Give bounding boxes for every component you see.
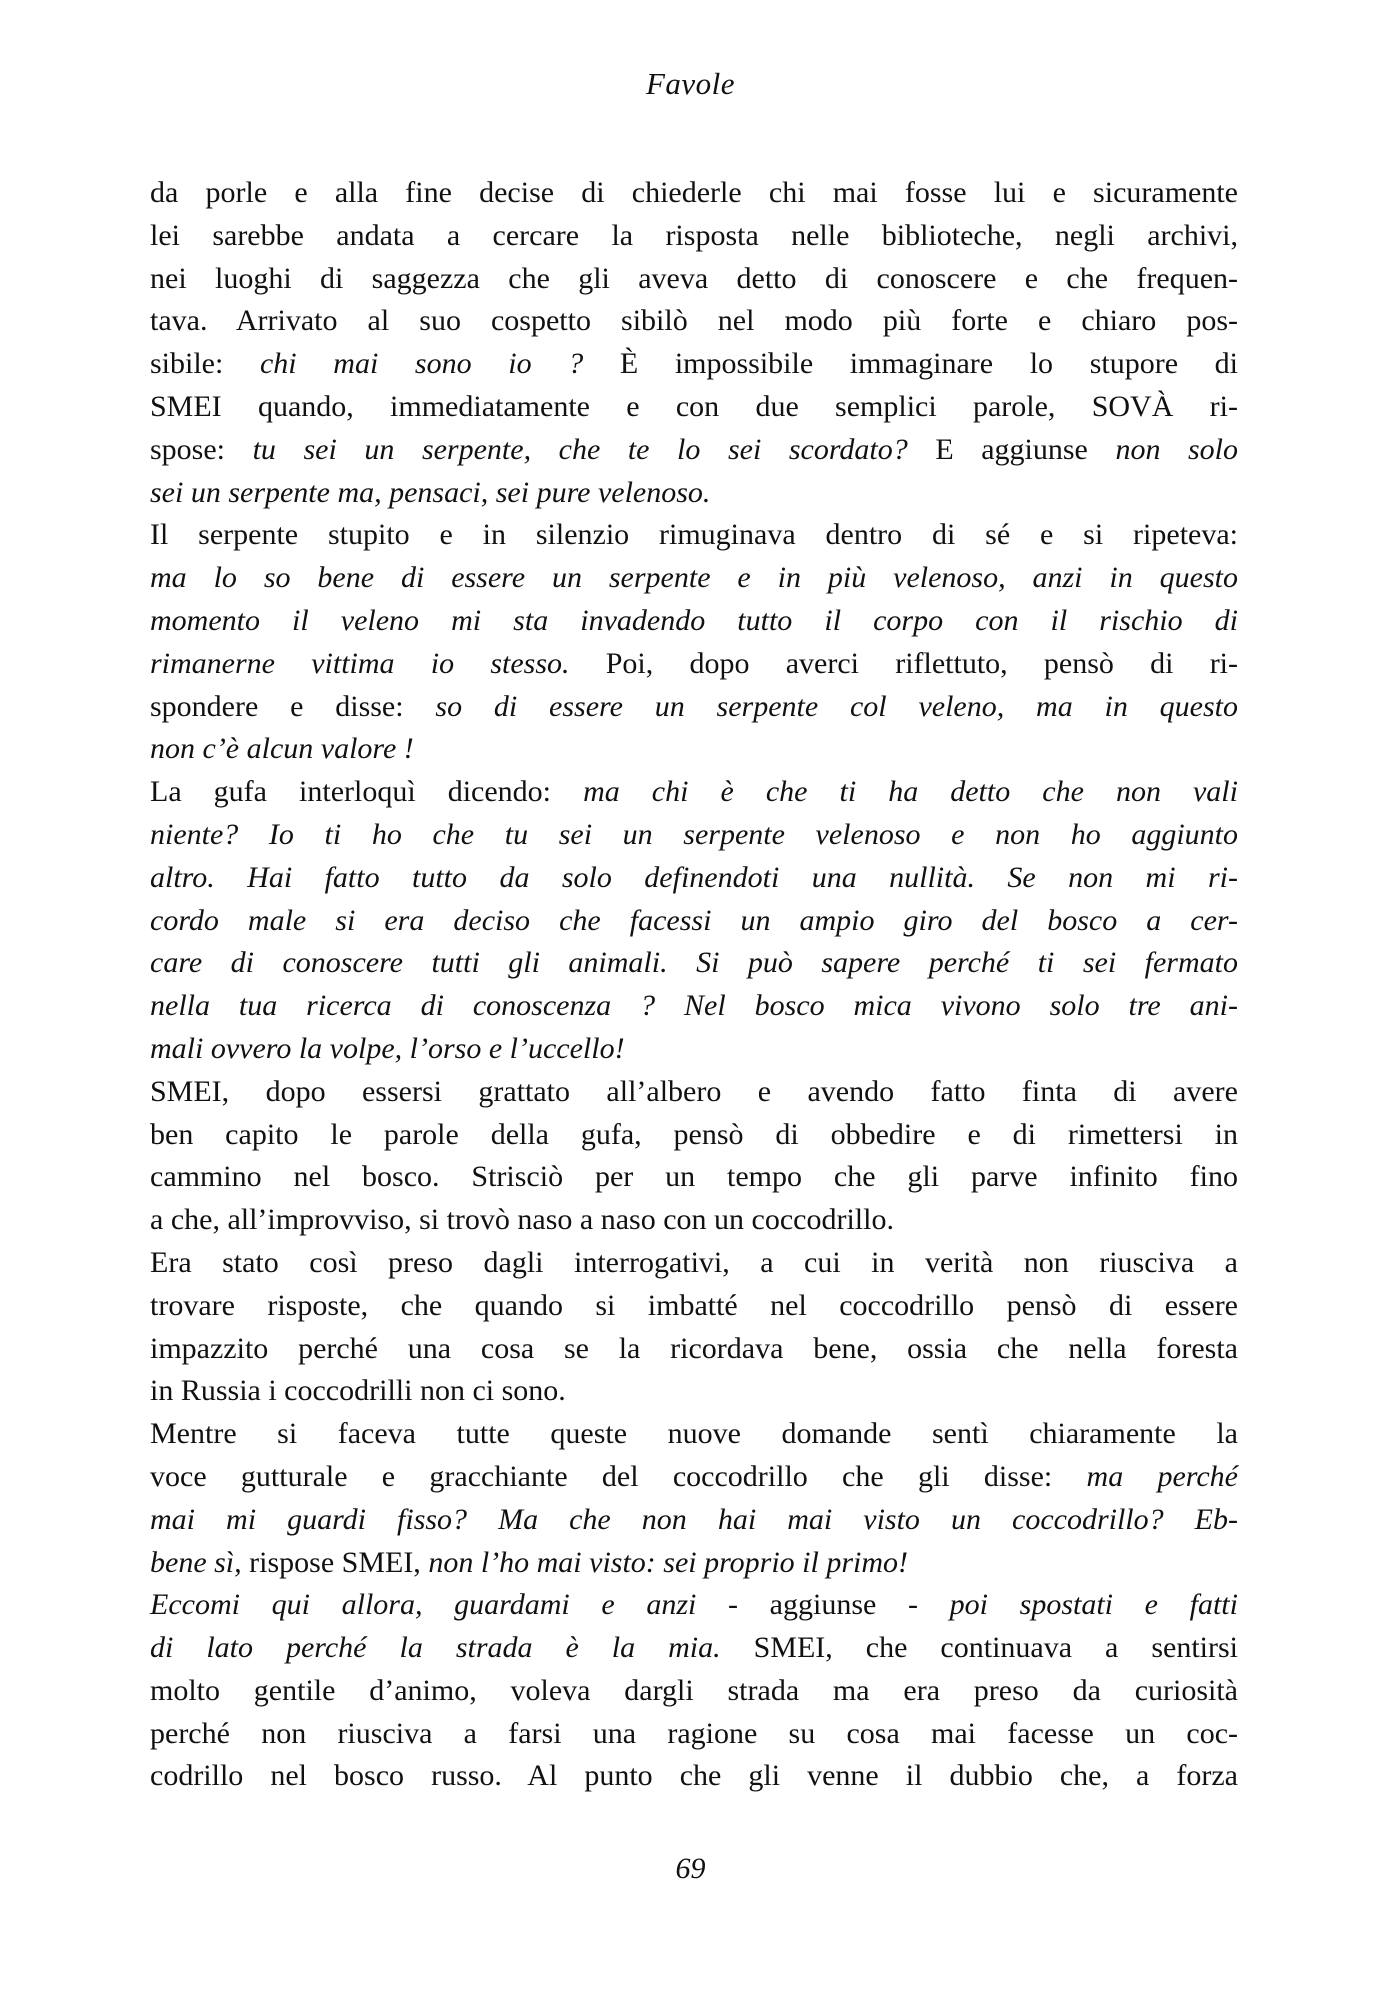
- text-line: [150, 1670, 1238, 1713]
- text-run: tava. Arrivato al suo cospetto sibilò nel modo più forte e chiaro pos-: [150, 304, 1238, 338]
- text-line: [150, 1156, 1238, 1199]
- text-line: [150, 1456, 1238, 1499]
- text-line: [150, 900, 1238, 943]
- text-run: ma perché: [1086, 1459, 1238, 1493]
- text-line: [150, 728, 1238, 771]
- text-run: a che, all’improvviso, si trovò naso a naso con un coccodrillo.: [150, 1203, 894, 1237]
- text-run: È impossibile immaginare lo stupore di: [619, 347, 1238, 381]
- text-run: spondere e disse:: [150, 689, 436, 723]
- text-run: bene sì,: [150, 1545, 250, 1579]
- text-run: non c’è alcun valore !: [150, 732, 414, 766]
- text-line: [150, 429, 1238, 472]
- text-run: so di essere un serpente col veleno, ma in questo: [435, 689, 1238, 723]
- text-line: [150, 1713, 1238, 1756]
- text-line: [150, 1242, 1238, 1285]
- text-run: sei un serpente ma, pensaci, sei pure velenoso.: [150, 475, 711, 509]
- text-run: lei sarebbe andata a cercare la risposta nelle biblioteche, negli archivi,: [150, 218, 1238, 252]
- text-run: sibile:: [150, 347, 260, 381]
- text-run: non solo: [1115, 432, 1239, 466]
- text-run: Poi, dopo averci riflettuto, pensò di ri-: [605, 646, 1239, 680]
- text-run: altro. Hai fatto tutto da solo definendoti una nullità. Se non mi ri-: [150, 860, 1238, 894]
- text-run: impazzito perché una cosa se la ricordava bene, ossia che nella foresta: [150, 1331, 1238, 1365]
- text-run: nei luoghi di saggezza che gli aveva detto di conoscere e che frequen-: [150, 261, 1238, 295]
- text-line: [150, 1370, 1238, 1413]
- text-line: [150, 771, 1238, 814]
- text-run: non l’ho mai visto: sei proprio il primo!: [428, 1545, 909, 1579]
- text-run: SMEI quando, immediatamente e con due semplici parole, SOVÀ ri-: [150, 389, 1238, 423]
- text-run: rimanerne vittima io stesso.: [150, 646, 606, 680]
- text-run: - aggiunse -: [728, 1588, 950, 1622]
- text-run: chi mai sono io ?: [259, 347, 620, 381]
- text-line: [150, 1413, 1238, 1456]
- text-run: in Russia i coccodrilli non ci sono.: [150, 1374, 566, 1408]
- text-line: [150, 472, 1238, 515]
- running-header: Favole: [645, 66, 736, 101]
- text-run: perché non riusciva a farsi una ragione su cosa mai facesse un coc-: [150, 1716, 1238, 1750]
- page-number: 69: [675, 1852, 706, 1885]
- text-run: trovare risposte, che quando si imbatté nel coccodrillo pensò di essere: [150, 1288, 1238, 1322]
- text-line: [150, 857, 1238, 900]
- text-run: SMEI, dopo essersi grattato all’albero e avendo fatto finta di avere: [150, 1074, 1238, 1108]
- text-line: [150, 942, 1238, 985]
- text-run: E aggiunse: [935, 432, 1116, 466]
- text-run: momento il veleno mi sta invadendo tutto il corpo con il rischio di: [150, 603, 1238, 637]
- text-run: Mentre si faceva tutte queste nuove domande sentì chiaramente la: [150, 1417, 1238, 1451]
- text-line: [150, 1584, 1238, 1627]
- text-run: spose:: [150, 432, 253, 466]
- text-line: [150, 643, 1238, 686]
- text-line: [150, 215, 1238, 258]
- text-line: [150, 1499, 1238, 1542]
- text-line: [150, 1755, 1238, 1798]
- text-run: niente? Io ti ho che tu sei un serpente velenoso e non ho aggiunto: [150, 817, 1238, 851]
- text-run: di lato perché la strada è la mia.: [150, 1631, 754, 1665]
- text-run: codrillo nel bosco russo. Al punto che gli venne il dubbio che, a forza: [150, 1759, 1238, 1793]
- text-run: Eccomi qui allora, guardami e anzi: [150, 1588, 729, 1622]
- text-run: SMEI, che continuava a sentirsi: [753, 1631, 1238, 1665]
- text-run: cordo male si era deciso che facessi un ampio giro del bosco a cer-: [150, 903, 1238, 937]
- text-run: nella tua ricerca di conoscenza ? Nel bosco mica vivono solo tre ani-: [150, 989, 1238, 1023]
- text-run: ma chi è che ti ha detto che non vali: [583, 775, 1238, 809]
- page-body: [150, 172, 1238, 1798]
- text-run: mali ovvero la volpe, l’orso e l’uccello!: [150, 1031, 625, 1065]
- text-run: care di conoscere tutti gli animali. Si può sapere perché ti sei fermato: [150, 946, 1238, 980]
- text-line: [150, 686, 1238, 729]
- text-run: voce gutturale e gracchiante del coccodrillo che gli disse:: [150, 1459, 1087, 1493]
- text-run: Il serpente stupito e in silenzio rimuginava dentro di sé e si ripeteva:: [150, 518, 1238, 552]
- text-line: [150, 1285, 1238, 1328]
- text-line: [150, 600, 1238, 643]
- text-line: [150, 985, 1238, 1028]
- text-line: [150, 1028, 1238, 1071]
- text-line: [150, 514, 1238, 557]
- text-line: [150, 300, 1238, 343]
- text-run: tu sei un serpente, che te lo sei scordato?: [252, 432, 936, 466]
- text-line: [150, 814, 1238, 857]
- text-line: [150, 258, 1238, 301]
- text-run: rispose SMEI,: [249, 1545, 429, 1579]
- text-run: molto gentile d’animo, voleva dargli strada ma era preso da curiosità: [150, 1673, 1238, 1707]
- text-run: mai mi guardi fisso? Ma che non hai mai visto un coccodrillo? Eb-: [150, 1502, 1238, 1536]
- text-run: ma lo so bene di essere un serpente e in più velenoso, anzi in questo: [150, 561, 1238, 595]
- text-run: ben capito le parole della gufa, pensò di obbedire e di rimettersi in: [150, 1117, 1238, 1151]
- text-run: Era stato così preso dagli interrogativi, a cui in verità non riusciva a: [150, 1245, 1238, 1279]
- text-line: [150, 1328, 1238, 1371]
- text-line: [150, 557, 1238, 600]
- text-run: poi spostati e fatti: [949, 1588, 1238, 1622]
- text-run: La gufa interloquì dicendo:: [150, 775, 584, 809]
- text-line: [150, 386, 1238, 429]
- text-line: [150, 1542, 1238, 1585]
- text-line: [150, 1071, 1238, 1114]
- text-line: [150, 1114, 1238, 1157]
- text-run: da porle e alla fine decise di chiederle chi mai fosse lui e sicuramente: [150, 176, 1238, 209]
- text-line: [150, 1627, 1238, 1670]
- text-line: [150, 343, 1238, 386]
- text-line: [150, 1199, 1238, 1242]
- text-line: [150, 172, 1238, 215]
- text-run: cammino nel bosco. Strisciò per un tempo che gli parve infinito fino: [150, 1160, 1238, 1194]
